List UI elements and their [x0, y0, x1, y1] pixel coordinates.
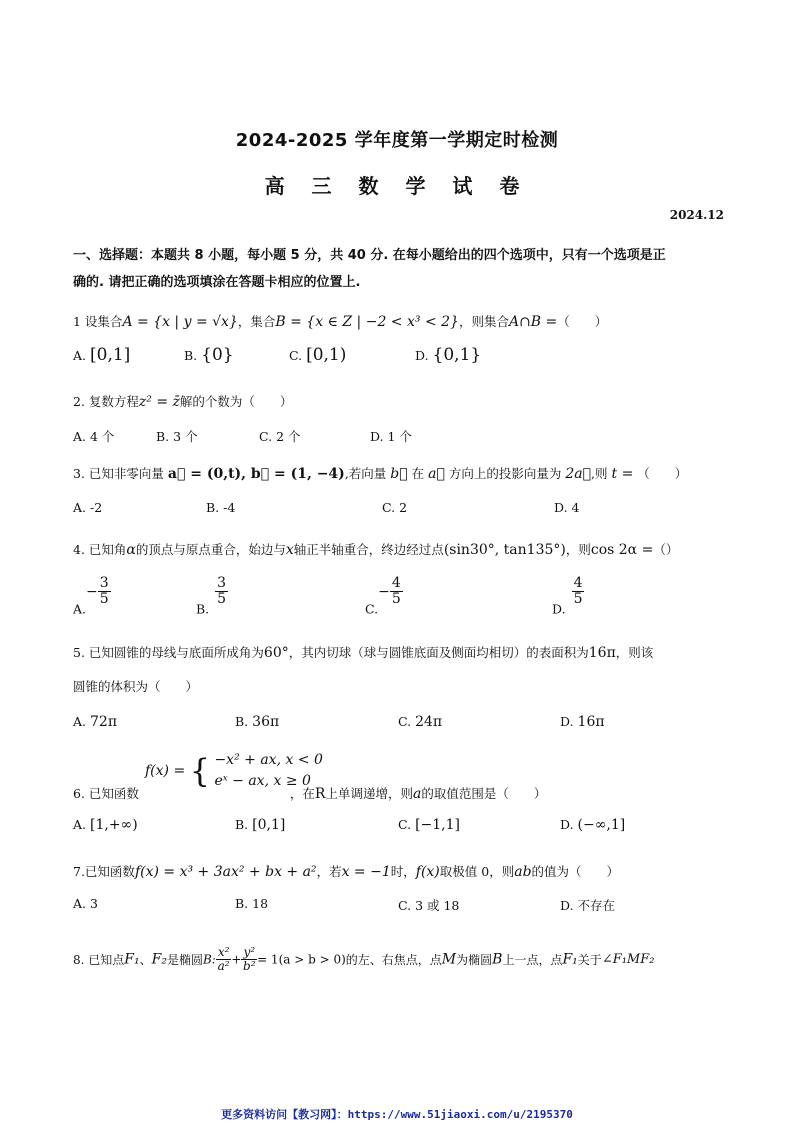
- question-8: 8. 已知点F₁、F₂是椭圆B: $\frac{\text{x²}}{\text{a²}}$ + $\frac{\text{y²}}{\text{b²}}$ = 1(a > b > 0)的左、右焦点，点M为椭圆B上一点，点F₁关于∠F₁MF₂: [73, 945, 655, 974]
- q2-option-b: B. 3 个: [156, 429, 198, 444]
- q1-option-c: C. [0,1): [289, 345, 347, 365]
- question-3: 3. 已知非零向量 a⃗ = (0,t), b⃗ = (1, −4),若向量 b⃗ 在 a⃗ 方向上的投影向量为 2a⃗,则 t = （ ）: [73, 466, 688, 482]
- section-heading-line2: 确的. 请把正确的选项填涂在答题卡相应的位置上.: [73, 275, 361, 290]
- q6-option-b: B. [0,1]: [235, 817, 286, 833]
- q1-option-b: B. {0}: [184, 345, 234, 365]
- q5-option-b: B. 36π: [235, 714, 280, 730]
- q6-option-c: C. [−1,1]: [398, 817, 460, 833]
- q3-option-a: A. -2: [73, 500, 103, 515]
- q4-option-d: D. $\frac{4}{5}$: [552, 575, 583, 617]
- q7-option-d: D. 不存在: [560, 898, 616, 913]
- q1-set-a: A = {x | y = √x}: [122, 314, 238, 330]
- q1-option-d: D. {0,1}: [415, 345, 482, 365]
- exam-date: 2024.12: [669, 208, 724, 222]
- q3-option-b: B. -4: [206, 500, 236, 515]
- q8-ellipse: = 1(a > b > 0): [257, 952, 346, 967]
- q4-point: (sin30°, tan135°): [443, 542, 566, 558]
- question-6: 6. 已知函数 ，在R上单调递增，则a的取值范围是（ ）: [73, 786, 547, 802]
- section-heading-line1: 一、选择题：本题共 8 小题，每小题 5 分，共 40 分. 在每小题给出的四个选项中，只有一个选项是正: [73, 248, 666, 263]
- q2-option-c: C. 2 个: [259, 429, 301, 444]
- question-1: [73, 312, 607, 330]
- q5-option-c: C. 24π: [398, 714, 443, 730]
- q1-paren: （ ）: [557, 314, 608, 329]
- q5-option-a: A. 72π: [73, 714, 118, 730]
- q3-option-d: D. 4: [554, 500, 580, 515]
- question-2: 2. 复数方程z² = z̄解的个数为（ ）: [73, 394, 293, 410]
- q6-case2: eˣ − ax, x ≥ 0: [214, 773, 311, 789]
- exam-title: 2024-2025 学年度第一学期定时检测: [235, 130, 559, 151]
- q7-option-c: C. 3 或 18: [398, 898, 460, 913]
- q1-stem-c: ，则集合: [458, 314, 509, 329]
- q7-function: f(x) = x³ + 3ax² + bx + a²: [134, 864, 317, 880]
- q6-option-a: A. [1,+∞): [73, 817, 138, 833]
- q6-piecewise: f(x) = { −x² + ax, x < 0 eˣ − ax, x ≥ 0: [145, 752, 323, 790]
- q4-option-a: A.− $\frac{3}{5}$: [73, 575, 109, 617]
- q7-option-b: B. 18: [235, 896, 269, 911]
- q3-option-c: C. 2: [382, 500, 408, 515]
- footer-link[interactable]: 更多资料访问【教习网】：https://www.51jiaoxi.com/u/2195370: [221, 1108, 573, 1121]
- q4-option-b: B. $\frac{3}{5}$: [196, 575, 227, 617]
- q2-equation: z² = z̄: [138, 394, 180, 410]
- q7-option-a: A. 3: [73, 896, 98, 911]
- question-5-line2: 圆锥的体积为（ ）: [73, 679, 199, 694]
- question-5-line1: 5. 已知圆锥的母线与底面所成角为60°，其内切球（球与圆锥底面及侧面均相切）的表面积为16π，则该: [73, 645, 654, 661]
- q1-option-a: A. [0,1]: [73, 345, 131, 365]
- q1-stem-a: 1 设集合: [73, 314, 123, 329]
- q1-stem-b: ，集合: [237, 314, 276, 329]
- q2-option-a: A. 4 个: [73, 429, 115, 444]
- question-4: 4. 已知角α的顶点与原点重合，始边与x轴正半轴重合，终边经过点(sin30°, tan135°)，则cos 2α =（）: [73, 542, 679, 558]
- exam-subtitle: 高 三 数 学 试 卷: [264, 174, 530, 198]
- q6-option-d: D. (−∞,1]: [560, 817, 626, 833]
- q4-option-c: C.− $\frac{4}{5}$: [365, 575, 401, 617]
- q1-expr: A∩B =: [508, 314, 558, 330]
- q2-option-d: D. 1 个: [370, 429, 412, 444]
- question-7: 7.已知函数f(x) = x³ + 3ax² + bx + a²，若x = −1时，f(x)取极值 0，则ab的值为（ ）: [73, 864, 620, 880]
- q6-case1: −x² + ax, x < 0: [214, 752, 323, 768]
- q4-expr: cos 2α =: [590, 542, 654, 558]
- q1-set-b: B = {x ∈ Z | −2 < x³ < 2}: [275, 314, 459, 330]
- q5-option-d: D. 16π: [560, 714, 605, 730]
- q3-vectors: a⃗ = (0,t), b⃗ = (1, −4): [167, 466, 345, 482]
